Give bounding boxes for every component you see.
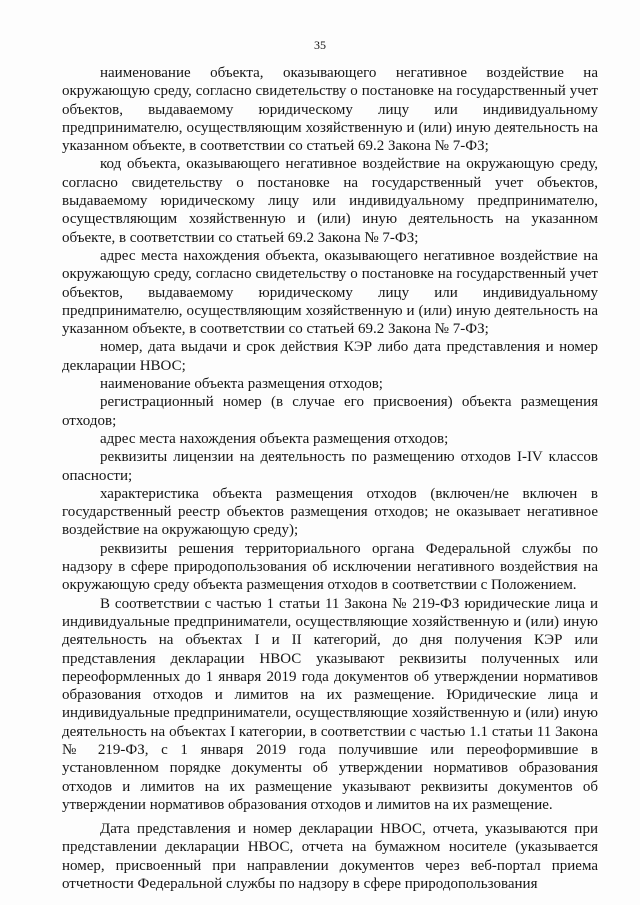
paragraph-registration-number: регистрационный номер (в случае его присвоения) объекта размещения отходов;	[62, 394, 598, 429]
paragraph-ker-declaration: номер, дата выдачи и срок действия КЭР либо дата представления и номер декларации НВОС;	[62, 339, 598, 374]
paragraph-object-code: код объекта, оказывающего негативное воздействие на окружающую среду, согласно свидетельству о постановке на государственный учет объектов, выдаваемому юридическому лицу или индивидуальному предпринимателю, осуществляющим хозяйственную и (или) иную деятельность на указанном объекте, в соответствии со статьей 69.2 Закона № 7-ФЗ;	[62, 156, 598, 246]
paragraph-law-219: В соответствии с частью 1 статьи 11 Закона № 219-ФЗ юридические лица и индивидуальные предприниматели, осуществляющие хозяйственную и (или) иную деятельность на объектах I и II категорий, до дня получения КЭР или представления декларации НВОС указывают реквизиты полученных или переоформленных до 1 января 2019 года документов об утверждении нормативов образования отходов и лимитов на их размещение. Юридические лица и индивидуальные предприниматели, осуществляющие хозяйственную и (или) иную деятельность на объектах I категории, в соответствии с частью 1.1 статьи 11 Закона № 219-ФЗ, с 1 января 2019 года получившие или переоформившие в установленном порядке документы об утверждении нормативов образования отходов и лимитов на их размещение указывают реквизиты документов об утверждении нормативов образования отходов и лимитов на их размещение.	[62, 595, 598, 813]
paragraph-site-characteristics: характеристика объекта размещения отходов (включен/не включен в государственный реестр объектов размещения отходов; не оказывает негативное воздействие на окружающую среду);	[62, 485, 598, 539]
page-number: 35	[314, 38, 326, 52]
paragraph-object-address: адрес места нахождения объекта, оказывающего негативное воздействие на окружающую среду, согласно свидетельству о постановке на государственный учет объектов, выдаваемому юридическому лицу или индивидуальному предпринимателю, осуществляющим хозяйственную и (или) иную деятельность на указанном объекте, в соответствии со статьей 69.2 Закона № 7-ФЗ;	[62, 247, 598, 338]
paragraph-decision-details: реквизиты решения территориального органа Федеральной службы по надзору в сфере природопользования об исключении негативного воздействия на окружающую среду объекта размещения отходов в соответствии с Положением.	[62, 540, 598, 594]
paragraph-waste-site-name: наименование объекта размещения отходов;	[100, 376, 383, 393]
document-body	[62, 64, 598, 893]
paragraph-license-details: реквизиты лицензии на деятельность по размещению отходов I-IV классов опасности;	[62, 449, 598, 484]
paragraph-waste-site-address: адрес места нахождения объекта размещения отходов;	[100, 430, 449, 447]
paragraph-declaration-date: Дата представления и номер декларации НВОС, отчета, указываются при представлении декларации НВОС, отчета на бумажном носителе (указывается номер, присвоенный при направлении документов через веб-портал приема отчетности Федеральной службы по надзору в сфере природопользования	[62, 821, 598, 893]
paragraph-object-name: наименование объекта, оказывающего негативное воздействие на окружающую среду, согласно свидетельству о постановке на государственный учет объектов, выдаваемому юридическому лицу или индивидуальному предпринимателю, осуществляющим хозяйственную и (или) иную деятельность на указанном объекте, в соответствии со статьей 69.2 Закона № 7-ФЗ;	[62, 65, 598, 155]
